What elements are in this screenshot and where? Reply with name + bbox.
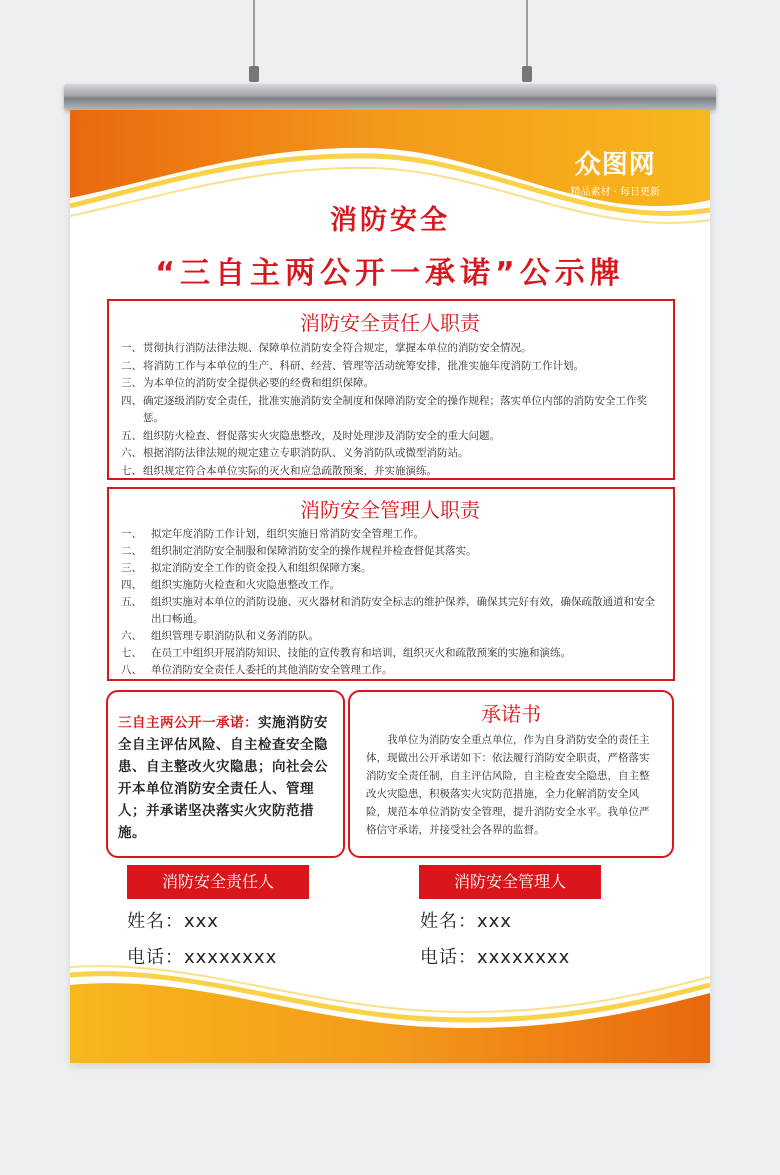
- logo-subtitle: 精品素材 · 每日更新: [570, 187, 660, 198]
- item-number: 三、: [121, 562, 142, 574]
- item-text: 拟定年度消防工作计划，组织实施日常消防安全管理工作。: [151, 528, 424, 540]
- item-text: 拟定消防安全工作的资金投入和组织保障方案。: [151, 562, 372, 574]
- item-number: 二、: [121, 545, 142, 557]
- list-item: [121, 594, 659, 628]
- item-text: 贯彻执行消防法律法规、保障单位消防安全符合规定，掌握本单位的消防安全情况。: [143, 342, 532, 354]
- item-number: 七、: [121, 647, 142, 659]
- item-text: 根据消防法律法规的规定建立专职消防队、义务消防队或微型消防站。: [143, 447, 469, 459]
- list-item: [121, 645, 659, 662]
- list-item: [121, 577, 659, 594]
- manager-name: 姓名：xxx: [420, 911, 512, 932]
- hook-right: [522, 66, 532, 82]
- item-number: 五、: [121, 596, 142, 608]
- duty-list: [121, 340, 659, 480]
- responsible-person-label: 消防安全责任人: [127, 865, 309, 899]
- item-text: 组织实施防火检查和火灾隐患整改工作。: [151, 579, 340, 591]
- list-item: [121, 463, 659, 481]
- item-text: 组织规定符合本单位实际的灭火和应急疏散预案，并实施演练。: [143, 464, 437, 477]
- three-self-box: [106, 690, 345, 858]
- section-heading: 消防安全责任人职责: [300, 311, 480, 335]
- list-item: [121, 628, 659, 645]
- hanging-rod: [64, 84, 716, 110]
- list-item: [121, 445, 659, 463]
- duty-list: [121, 526, 659, 679]
- item-number: 七、: [121, 464, 142, 477]
- item-text: 单位消防安全责任人委托的其他消防安全管理工作。: [151, 664, 393, 676]
- item-number: 六、: [121, 630, 142, 642]
- manager-label: 消防安全管理人: [419, 865, 601, 899]
- list-item: [121, 358, 659, 376]
- item-text: 组织制定消防安全制服和保障消防安全的操作规程并检查督促其落实。: [151, 545, 477, 557]
- list-item: [121, 543, 659, 560]
- item-number: 三、: [121, 377, 142, 389]
- poster: [70, 110, 710, 1063]
- bottom-wave-decoration: [70, 963, 710, 1063]
- item-text: 确定逐级消防安全责任，批准实施消防安全制度和保障消防安全的操作规程；落实单位内部的消防安全工作奖惩。: [143, 394, 647, 424]
- responsible-person-name: 姓名：xxx: [127, 911, 219, 932]
- list-item: [121, 662, 659, 679]
- manager-phone: 电话：xxxxxxxx: [420, 947, 571, 968]
- list-item: [121, 526, 659, 543]
- responsible-person-duties-box: [107, 299, 675, 480]
- three-self-body: 实施消防安全自主评估风险、自主检查安全隐患、自主整改火灾隐患；向社会公开本单位消防安全责任人、管理人；并承诺坚决落实火灾防范措施。: [118, 715, 328, 841]
- responsible-person-phone: 电话：xxxxxxxx: [127, 947, 278, 968]
- item-number: 二、: [121, 359, 142, 372]
- hanging-wire-left: [253, 0, 255, 72]
- list-item: [121, 393, 659, 428]
- item-number: 一、: [121, 528, 142, 540]
- item-text: 为本单位的消防安全提供必要的经费和组织保障。: [143, 377, 374, 389]
- item-text: 将消防工作与本单位的生产、科研、经营、管理等活动统筹安排，批准实施年度消防工作计划。: [143, 359, 584, 372]
- manager-duties-box: [107, 487, 675, 681]
- pledge-box: [348, 690, 674, 858]
- list-item: [121, 428, 659, 446]
- item-text: 组织防火检查、督促落实火灾隐患整改，及时处理涉及消防安全的重大问题。: [143, 429, 500, 442]
- list-item: [121, 560, 659, 577]
- pledge-text: 我单位为消防安全重点单位，作为自身消防安全的责任主体，现做出公开承诺如下：依法履行消防安全职责，严格落实消防安全责任制，自主评估风险，自主检查安全隐患，自主整改火灾隐患，积极落实火灾防范措施，全力化解消防安全风险，规范本单位消防安全管理，提升消防安全水平。我单位严格信守承诺，并接受社会各界的监督。: [366, 734, 650, 836]
- item-text: 在员工中组织开展消防知识、技能的宣传教育和培训，组织灭火和疏散预案的实施和演练。: [151, 647, 571, 659]
- three-self-text: [118, 712, 333, 844]
- list-item: [121, 375, 659, 393]
- item-number: 八、: [121, 664, 142, 676]
- three-self-label: 三自主两公开一承诺：: [118, 715, 258, 731]
- page-title-line2: “三自主两公开一承诺”公示牌: [155, 256, 625, 291]
- section-heading: 消防安全管理人职责: [300, 498, 480, 522]
- hanging-wire-right: [526, 0, 528, 72]
- item-text: 组织管理专职消防队和义务消防队。: [151, 630, 319, 642]
- list-item: [121, 340, 659, 358]
- item-number: 五、: [121, 429, 142, 442]
- item-number: 六、: [121, 447, 142, 459]
- item-number: 一、: [121, 342, 142, 354]
- logo-title: 众图网: [574, 150, 656, 180]
- page-title-line1: 消防安全: [330, 205, 450, 236]
- brand-logo: [570, 144, 660, 198]
- item-number: 四、: [121, 394, 142, 407]
- item-text: 组织实施对本单位的消防设施、灭火器材和消防安全标志的维护保养，确保其完好有效，确保疏散通道和安全出口畅通。: [151, 596, 655, 625]
- pledge-heading: 承诺书: [481, 702, 541, 726]
- hook-left: [249, 66, 259, 82]
- item-number: 四、: [121, 579, 142, 591]
